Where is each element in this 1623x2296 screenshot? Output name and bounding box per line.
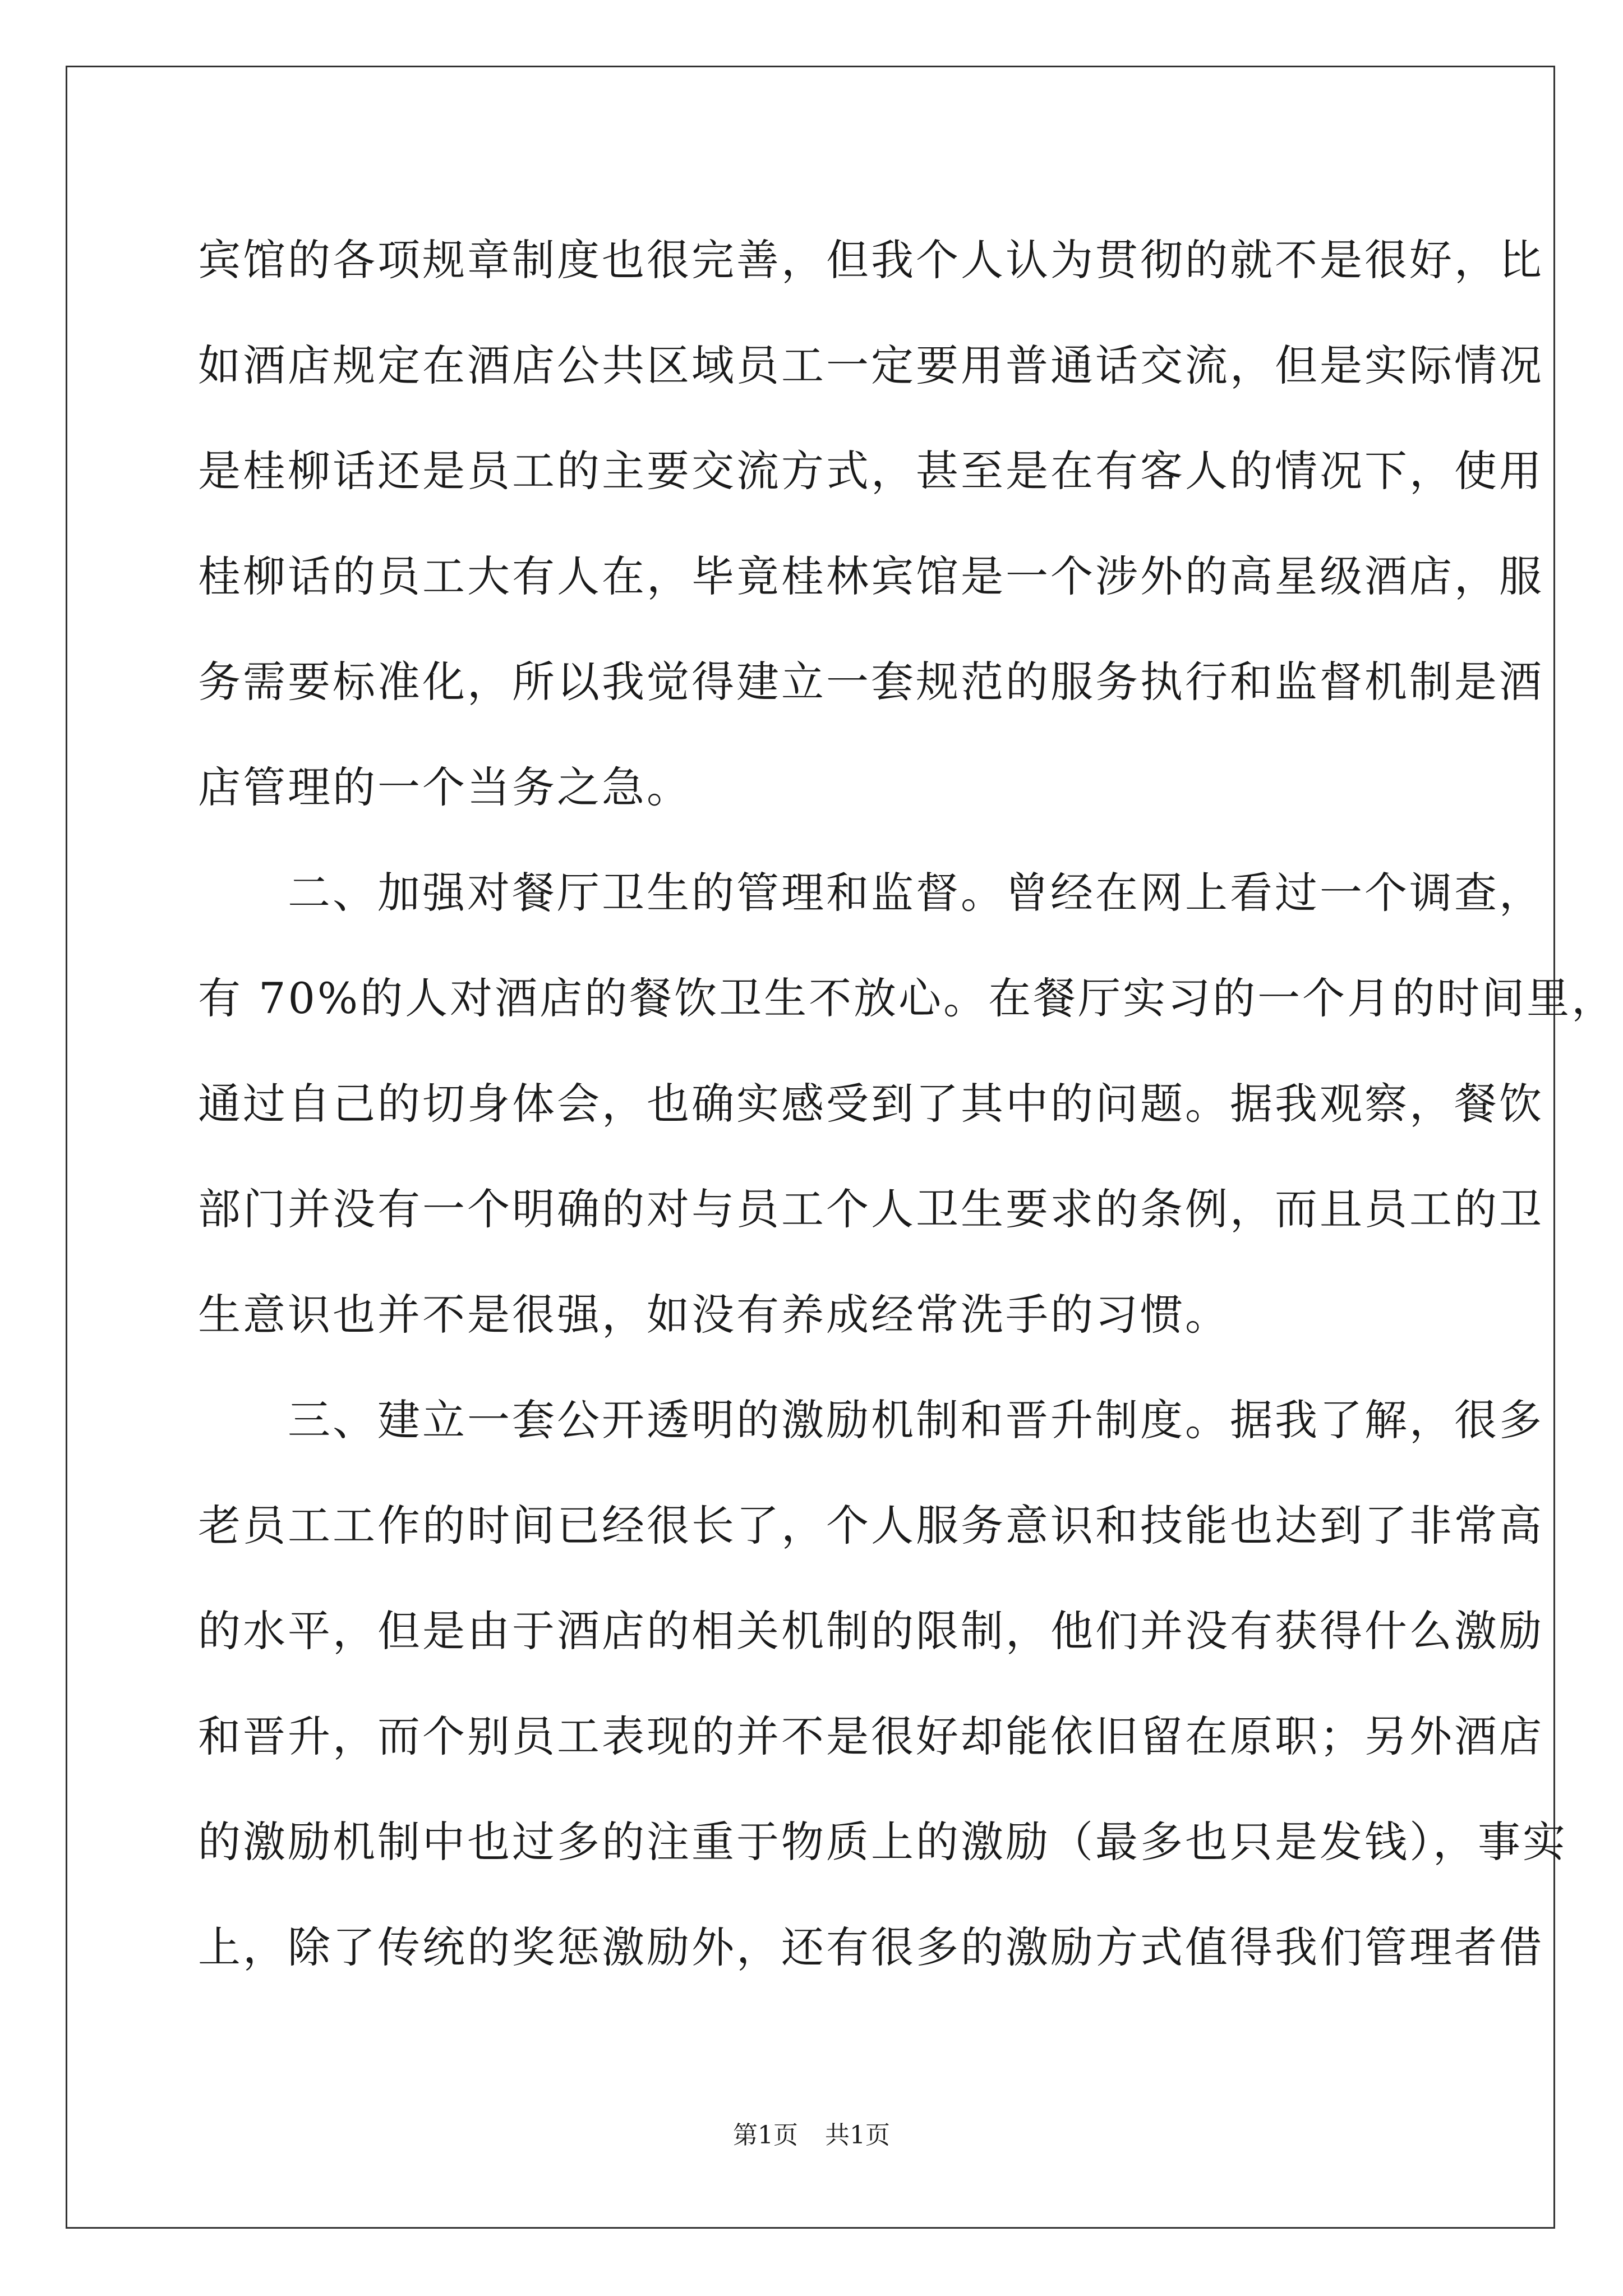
text-line: 生意识也并不是很强，如没有养成经常洗手的习惯。	[198, 1290, 1230, 1340]
text-line: 宾馆的各项规章制度也很完善，但我个人认为贯彻的就不是很好，比	[198, 235, 1544, 285]
text-line: 务需要标准化，所以我觉得建立一套规范的服务执行和监督机制是酒	[198, 657, 1544, 707]
text-line: 有 70%的人对酒店的餐饮卫生不放心。在餐厅实习的一个月的时间里，	[198, 973, 1617, 1023]
page-number-total: 共1页	[825, 2121, 890, 2150]
text-line: 老员工工作的时间已经很长了，个人服务意识和技能也达到了非常高	[198, 1501, 1544, 1550]
text-line: 店管理的一个当务之急。	[198, 762, 691, 812]
text-line: 通过自己的切身体会，也确实感受到了其中的问题。据我观察，餐饮	[198, 1079, 1544, 1129]
text-line: 部门并没有一个明确的对与员工个人卫生要求的条例，而且员工的卫	[198, 1184, 1544, 1234]
text-line: 是桂柳话还是员工的主要交流方式，甚至是在有客人的情况下，使用	[198, 446, 1544, 496]
text-line: 的激励机制中也过多的注重于物质上的激励（最多也只是发钱），事实	[198, 1817, 1567, 1867]
text-line: 如酒店规定在酒店公共区域员工一定要用普通话交流，但是实际情况	[198, 341, 1544, 390]
paragraph-start-line: 三、建立一套公开透明的激励机制和晋升制度。据我了解，很多	[288, 1395, 1544, 1445]
paragraph-start-line: 二、加强对餐厅卫生的管理和监督。曾经在网上看过一个调查，	[288, 868, 1544, 918]
document-body	[198, 208, 1617, 2000]
text-line: 的水平，但是由于酒店的相关机制的限制，他们并没有获得什么激励	[198, 1606, 1544, 1656]
text-line: 和晋升，而个别员工表现的并不是很好却能依旧留在原职；另外酒店	[198, 1711, 1544, 1761]
page-footer	[0, 2115, 1623, 2151]
page-number-current: 第1页	[733, 2121, 798, 2150]
text-line: 桂柳话的员工大有人在，毕竟桂林宾馆是一个涉外的高星级酒店，服	[198, 551, 1544, 601]
text-line: 上，除了传统的奖惩激励外，还有很多的激励方式值得我们管理者借	[198, 1922, 1544, 1972]
